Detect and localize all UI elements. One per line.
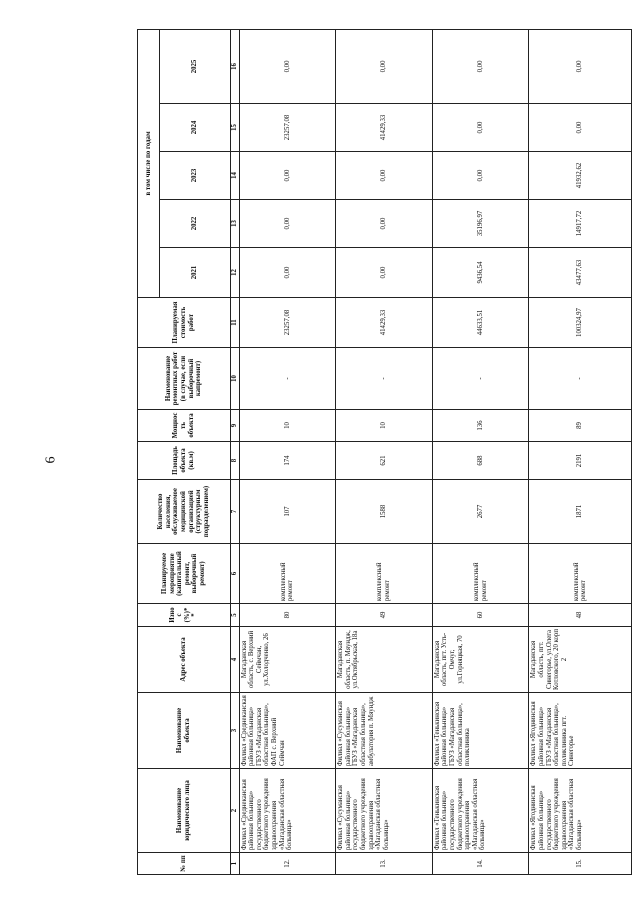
row-number: 15. (529, 853, 632, 875)
col-number: 13 (230, 200, 239, 248)
header-year-2023: 2023 (160, 152, 230, 200)
cost-2022: 0,00 (239, 200, 336, 248)
col-number: 2 (230, 769, 239, 853)
population: 1871 (529, 480, 632, 544)
cost-2021: 0,00 (239, 248, 336, 298)
repair-plan-table (137, 29, 632, 875)
wear-percent: 80 (239, 604, 336, 627)
repair-works: - (336, 348, 433, 410)
planned-cost: 44633,51 (432, 298, 529, 348)
area: 688 (432, 442, 529, 480)
planned-measure: комплексный ремонт (239, 544, 336, 604)
col-number: 14 (230, 152, 239, 200)
entity-name: Филиал «Среднеканская районная больница» государственного бюджетного учреждения здравоохранения «Магаданская областная больница» (239, 769, 336, 853)
col-number: 11 (230, 298, 239, 348)
rotated-table-wrapper (137, 30, 632, 875)
col-number: 6 (230, 544, 239, 604)
cost-2023: 0,00 (432, 152, 529, 200)
header-row-group (138, 29, 160, 874)
header-area: Площадь объекта (кв.м) (138, 442, 231, 480)
col-number: 7 (230, 480, 239, 544)
header-object: Наименование объекта (138, 693, 231, 769)
planned-measure: комплексный ремонт (432, 544, 529, 604)
object-name: Филиал «Тенькинская районная больница» ГБУЗ «Магаданская областная больница», поликлиника (432, 693, 529, 769)
header-address: Адрес объекта (138, 627, 231, 693)
object-address: Магаданская область, п. Мяундж, ул.Октябрьская, 18а (336, 627, 433, 693)
planned-cost: 23257,08 (239, 298, 336, 348)
planned-cost: 100324,97 (529, 298, 632, 348)
repair-works: - (432, 348, 529, 410)
capacity: 10 (336, 410, 433, 442)
header-capacity: Мощность объекта (138, 410, 231, 442)
object-address: Магаданская область, с. Верхний Сеймчан, ул.Холодченко, 26 (239, 627, 336, 693)
col-number: 3 (230, 693, 239, 769)
header-wear: Износ (%)** (138, 604, 231, 627)
cost-2025: 0,00 (239, 29, 336, 103)
cost-2022: 35196,97 (432, 200, 529, 248)
header-entity: Наименование юридического лица (138, 769, 231, 853)
wear-percent: 49 (336, 604, 433, 627)
wear-percent: 60 (432, 604, 529, 627)
cost-2021: 9436,54 (432, 248, 529, 298)
header-num: № пп (138, 853, 231, 875)
header-population: Количество населения, обслуживаемое медицинской организацией (структурным подразделением) (138, 480, 231, 544)
header-year-2025: 2025 (160, 29, 230, 103)
capacity: 10 (239, 410, 336, 442)
cost-2021: 43477,63 (529, 248, 632, 298)
object-address: Магаданская область, пгт. Усть-Омчуг, ул.Горняцкая, 70 (432, 627, 529, 693)
table-row (529, 29, 632, 874)
entity-name: Филиал «Ягоднинская районная больница» государственного бюджетного учреждения здравоохранения «Магаданская областная больница» (529, 769, 632, 853)
capacity: 89 (529, 410, 632, 442)
object-address: Магаданская область, пгт. Синегорье, ул.Олега Котловского, 20 корп 2 (529, 627, 632, 693)
area: 621 (336, 442, 433, 480)
col-number: 10 (230, 348, 239, 410)
cost-2021: 0,00 (336, 248, 433, 298)
object-name: Филиал «Сусуманская районная больница» ГБУЗ «Магаданская областная больница», амбулатория п. Мяундж (336, 693, 433, 769)
repair-works: - (529, 348, 632, 410)
header-works: Наименование ремонтных работ (в случае, если выборочный капремонт) (138, 348, 231, 410)
col-number: 16 (230, 29, 239, 103)
table-row (432, 29, 529, 874)
col-number: 5 (230, 604, 239, 627)
capacity: 136 (432, 410, 529, 442)
col-number: 1 (230, 853, 239, 875)
cost-2023: 0,00 (239, 152, 336, 200)
population: 107 (239, 480, 336, 544)
cost-2024: 23257,08 (239, 104, 336, 152)
area: 174 (239, 442, 336, 480)
header-year-2024: 2024 (160, 104, 230, 152)
planned-cost: 41429,33 (336, 298, 433, 348)
row-number: 13. (336, 853, 433, 875)
row-number: 14. (432, 853, 529, 875)
object-name: Филиал «Ягоднинская районная больница» ГБУЗ «Магаданская областная больница», поликлиника пгт. Синегорье (529, 693, 632, 769)
header-year-2021: 2021 (160, 248, 230, 298)
header-cost: Планируемая стоимость работ (138, 298, 231, 348)
cost-2023: 0,00 (336, 152, 433, 200)
cost-2022: 14917,72 (529, 200, 632, 248)
entity-name: Филиал «Тенькинская районная больница» государственного бюджетного учреждения здравоохранения «Магаданская областная больница» (432, 769, 529, 853)
col-number: 8 (230, 442, 239, 480)
entity-name: Филиал «Сусуманская районная больница» государственного бюджетного учреждения здравоохранения «Магаданская областная больница» (336, 769, 433, 853)
header-measure: Планируемое мероприятие (капитальный ремонт, выборочный ремонт) (138, 544, 231, 604)
col-number: 4 (230, 627, 239, 693)
cost-2022: 0,00 (336, 200, 433, 248)
cost-2024: 0,00 (432, 104, 529, 152)
table-row (336, 29, 433, 874)
column-number-row (230, 29, 239, 874)
population: 2677 (432, 480, 529, 544)
col-number: 12 (230, 248, 239, 298)
row-number: 12. (239, 853, 336, 875)
header-year-2022: 2022 (160, 200, 230, 248)
object-name: Филиал «Среднеканская районная больница» ГБУЗ «Магаданская областная больница», ФАП с. Верхний Сеймчан (239, 693, 336, 769)
header-by-years: в том числе по годам (138, 29, 160, 297)
cost-2024: 0,00 (529, 104, 632, 152)
planned-measure: комплексный ремонт (529, 544, 632, 604)
col-number: 15 (230, 104, 239, 152)
wear-percent: 48 (529, 604, 632, 627)
area: 2191 (529, 442, 632, 480)
population: 1588 (336, 480, 433, 544)
table-row (239, 29, 336, 874)
cost-2023: 41932,62 (529, 152, 632, 200)
col-number: 9 (230, 410, 239, 442)
planned-measure: комплексный ремонт (336, 544, 433, 604)
page-number: 6 (43, 456, 59, 464)
cost-2024: 41429,33 (336, 104, 433, 152)
cost-2025: 0,00 (432, 29, 529, 103)
cost-2025: 0,00 (529, 29, 632, 103)
cost-2025: 0,00 (336, 29, 433, 103)
repair-works: - (239, 348, 336, 410)
